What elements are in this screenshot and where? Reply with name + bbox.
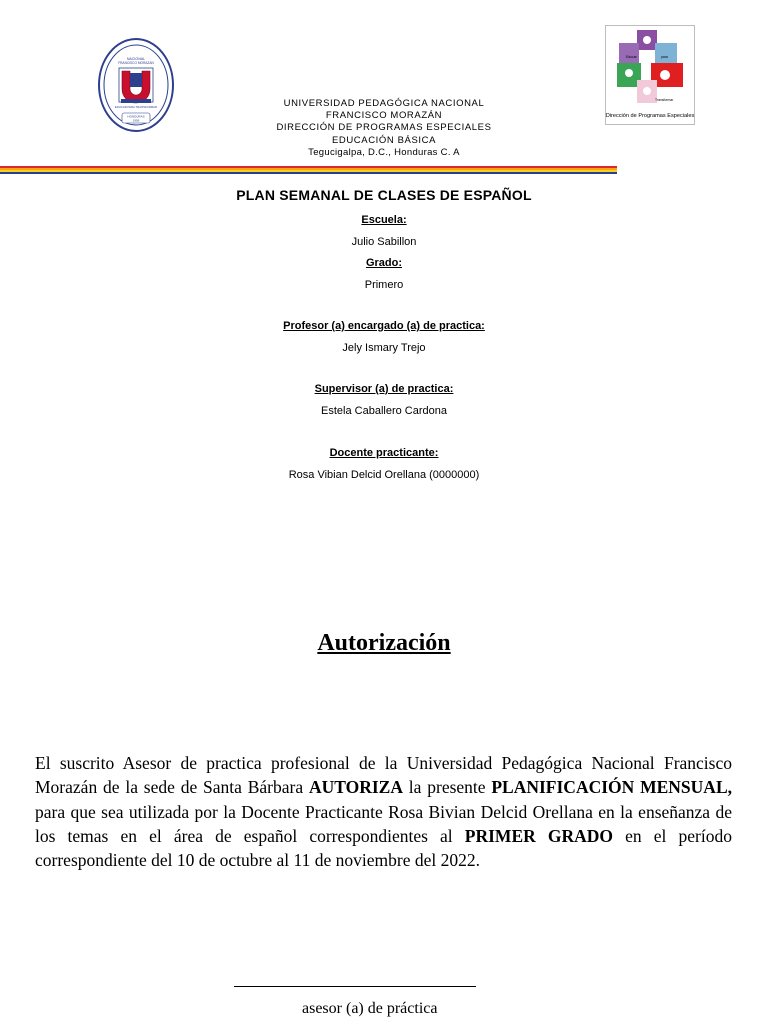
auth-text-6: PRIMER GRADO [464,825,614,846]
auth-text-7: en el período correspondiente del 10 de octubre al 11 de noviembre del 2022. [35,825,732,871]
dpe-text-2: para [661,55,668,59]
field-teacher-label: Profesor (a) encargado (a) de practica: [283,320,485,332]
institution-header [0,98,768,159]
field-school-label: Escuela: [361,214,407,226]
seal-text-5: 1956 [132,118,140,123]
auth-text-4: PLANIFICACIÓN MENSUAL, [491,777,732,798]
field-grade-value: Primero [364,279,404,291]
dpe-text-4: Dirección de Programas Especiales [605,113,695,119]
dpe-text-3: Transformar [655,98,674,102]
field-student-teacher [0,446,768,482]
field-student-teacher-value: Rosa Vibian Delcid Orellana (0000000) [288,469,480,481]
field-supervisor-label: Supervisor (a) de practica: [314,383,454,395]
plan-title: PLAN SEMANAL DE CLASES DE ESPAÑOL [236,187,532,203]
seal-text-4: HONDURAS [127,114,145,119]
auth-text-1: El suscrito Asesor de practica profesional de la Universidad Pedagógica Nacional Francisco Morazán de la sede de Santa Bárbara [35,753,732,798]
auth-text-3: la presente [402,777,492,798]
header-line-city: Tegucigalpa, D.C., Honduras C. A [308,146,460,158]
header-color-stripes [0,166,617,174]
header-line-university: UNIVERSIDAD PEDAGÓGICA NACIONAL [283,98,485,109]
field-grade [0,256,768,292]
authorization-title: Autorización [317,630,451,656]
authorization-paragraph [35,751,732,872]
seal-text-1: NACIONAL [126,57,146,61]
header-line-direction: DIRECCIÓN DE PROGRAMAS ESPECIALES [276,122,492,134]
field-teacher [0,319,768,355]
field-school-value: Julio Sabillon [351,236,417,248]
dpe-text-1: Educar [626,55,637,59]
signature-label: asesor (a) de práctica [302,1000,438,1017]
auth-text-2: AUTORIZA [308,777,403,798]
field-supervisor [0,382,768,418]
header-line-education: EDUCACIÓN BÁSICA [331,134,437,146]
seal-text-2: FRANCISCO MORAZAN [118,61,154,65]
field-school [0,213,768,249]
auth-text-5: para que sea utilizada por la Docente Practicante Rosa Bivian Delcid Orellana en la enseñanza de los temas en el área de español correspondientes al [35,801,732,846]
signature-line [234,986,476,987]
field-teacher-value: Jely Ismary Trejo [342,342,426,354]
stripe-blue [0,172,617,174]
header-line-name: FRANCISCO MORAZÁN [325,110,443,122]
field-supervisor-value: Estela Caballero Cardona [321,405,447,417]
field-grade-label: Grado: [365,257,403,269]
seal-text-3: EDUCAR PARA TRANSFORMAR [114,105,158,109]
field-student-teacher-label: Docente practicante: [329,447,439,459]
